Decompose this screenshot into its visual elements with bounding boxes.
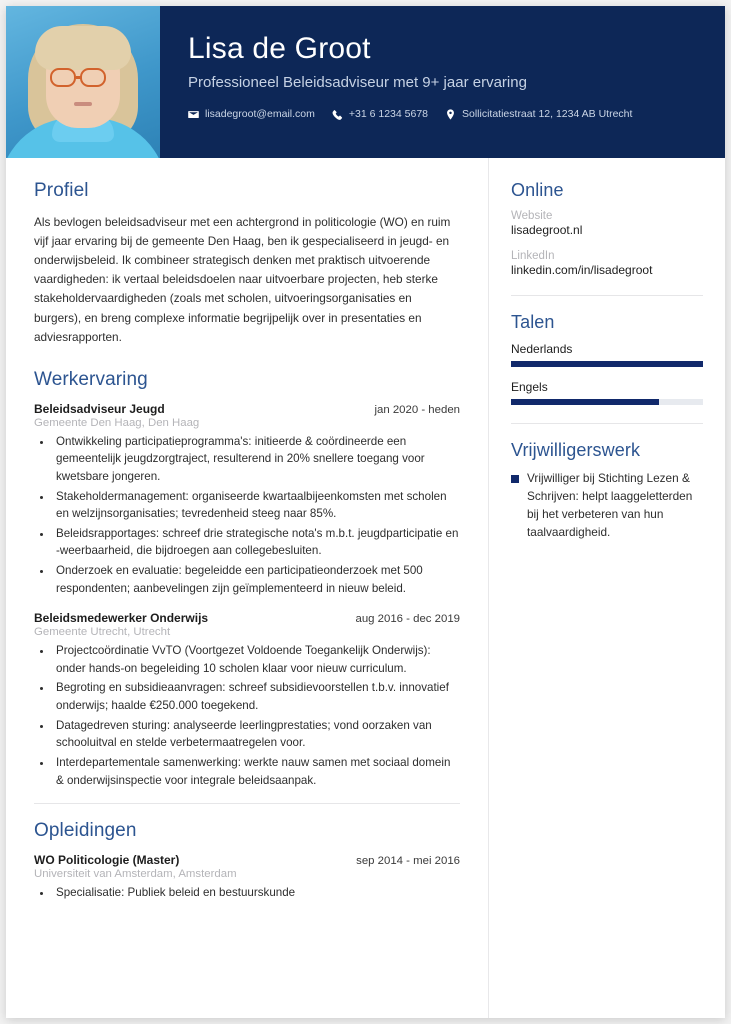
header-text-block [160, 6, 725, 158]
link-value: linkedin.com/in/lisadegroot [511, 263, 653, 277]
entry-bullets [52, 884, 460, 902]
entry-title: Beleidsmedewerker Onderwijs [34, 611, 209, 626]
envelope-icon [188, 109, 199, 120]
bullet-item: • Ontwikkeling participatieprogramma's: initieerde & coördineerde een gemeentelijk jeugdzorgtraject, resulterend in 20% snellere toegang voor kwetsbare jongeren. [52, 433, 460, 486]
entry-date: aug 2016 - dec 2019 [355, 613, 460, 626]
candidate-name: Lisa de Groot [188, 32, 371, 65]
bullet-item: • Begroting en subsidieaanvragen: schreef subsidievoorstellen t.b.v. innovatief onderwijs; haalde €250.000 toegekend. [52, 679, 460, 714]
entry-title: Beleidsadviseur Jeugd [34, 401, 165, 416]
link-label: LinkedIn [511, 250, 555, 262]
bullet-item: • Onderzoek en evaluatie: begeleidde een participatieonderzoek met 500 respondenten; aanbevelingen zijn geïmplementeerd in nieuw beleid. [52, 562, 460, 597]
profile-summary: Als bevlogen beleidsadviseur met een achtergrond in politicologie (WO) en ruim vijf jaar ervaring bij de gemeente Den Haag, ben ik gespecialiseerd in jeugd- en onderwijsbeleid. Ik combineer strategisch denken met praktisch uitvoerende vaardigheden: ik vertaal beleidsdoelen naar uitvoerbare projecten, heb sterke stakeholdervaardigheden (zoals met scholen, uitvoeringsorganisaties en burgers), en breng complexe informatie begrijpelijk over in presentaties en adviesrapporten. [34, 215, 451, 344]
candidate-headline: Professioneel Beleidsadviseur met 9+ jaar ervaring [188, 74, 527, 91]
link-label: Website [511, 210, 553, 222]
entry-header [34, 402, 460, 416]
portrait-mouth [74, 102, 92, 106]
profile-photo [6, 6, 160, 158]
online-link-website[interactable] [511, 210, 703, 237]
entry-date: jan 2020 - heden [374, 403, 460, 416]
section-heading-experience: Werkervaring [34, 368, 148, 390]
contact-list [188, 108, 725, 120]
bullet-item: • Interdepartementale samenwerking: werkte nauw samen met sociaal domein & onderwijsinspectie voor integrale beleidsaanpak. [52, 754, 460, 789]
experience-entry [34, 611, 460, 789]
section-heading-volunteering: Vrijwilligerswerk [511, 440, 641, 460]
sidebar-divider [511, 423, 703, 424]
experience-entry [34, 402, 460, 597]
bullet-item: • Stakeholdermanagement: organiseerde kwartaalbijeenkomsten met scholen en welzijnsorganisaties; tevredenheid steeg naar 85%. [52, 488, 460, 523]
contact-phone-text: +31 6 1234 5678 [348, 108, 428, 120]
language-name: Engels [511, 380, 548, 394]
entry-header [34, 611, 460, 625]
section-heading-online: Online [511, 180, 564, 200]
sidebar-column [488, 158, 725, 1018]
entry-date: sep 2014 - mei 2016 [356, 855, 460, 868]
section-heading-education: Opleidingen [34, 820, 137, 842]
contact-email[interactable] [188, 108, 315, 120]
phone-icon [332, 109, 343, 120]
entry-organisation: Gemeente Utrecht, Utrecht [34, 626, 171, 639]
entry-organisation: Gemeente Den Haag, Den Haag [34, 416, 200, 429]
bullet-item: • Datagedreven sturing: analyseerde leerlingprestaties; vond oorzaken van schooluitval en stelde verbetermaatregelen voor. [52, 717, 460, 752]
resume-page [6, 6, 725, 1018]
language-level-fill [511, 361, 703, 367]
section-heading-languages: Talen [511, 312, 555, 332]
entry-header [34, 853, 460, 867]
language-level-track [511, 399, 703, 405]
bullet-item: • Specialisatie: Publiek beleid en bestuurskunde [52, 884, 460, 902]
resume-header [6, 6, 725, 158]
entry-title: WO Politicologie (Master) [34, 853, 180, 868]
spacer [34, 347, 460, 369]
section-heading-profile: Profiel [34, 180, 89, 201]
section-divider [34, 803, 460, 804]
contact-phone[interactable] [332, 108, 428, 120]
resume-body [6, 158, 725, 1018]
location-pin-icon [445, 109, 456, 120]
language-item-nederlands [511, 342, 703, 367]
language-item-engels [511, 380, 703, 405]
online-link-linkedin[interactable] [511, 250, 703, 277]
portrait-glasses-right [80, 68, 106, 87]
language-name: Nederlands [511, 342, 573, 356]
link-value: lisadegroot.nl [511, 223, 583, 237]
entry-bullets [52, 433, 460, 597]
bullet-item: • Projectcoördinatie VvTO (Voortgezet Voldoende Toegankelijk Onderwijs): onder hands-on begeleiding 10 scholen klaar voor nieuw curriculum. [52, 642, 460, 677]
volunteering-list [511, 470, 703, 542]
contact-email-text: lisadegroot@email.com [205, 108, 315, 120]
portrait-glasses-bridge [76, 76, 82, 79]
main-column [6, 158, 488, 1018]
language-level-fill [511, 399, 659, 405]
contact-address[interactable] [445, 108, 632, 120]
contact-address-text: Sollicitatiestraat 12, 1234 AB Utrecht [462, 108, 633, 120]
bullet-item: • Beleidsrapportages: schreef drie strategische nota's m.b.t. jeugdparticipatie en -weerbaarheid, die bijdroegen aan collegebesluiten. [52, 525, 460, 560]
entry-organisation: Universiteit van Amsterdam, Amsterdam [34, 868, 237, 881]
portrait-fringe [35, 26, 131, 70]
language-level-track [511, 361, 703, 367]
portrait-glasses-left [50, 68, 76, 87]
volunteering-item: Vrijwilliger bij Stichting Lezen & Schrijven: helpt laaggeletterden bij het verbeteren van hun taalvaardigheid. [511, 470, 703, 542]
education-entry [34, 853, 460, 902]
sidebar-divider [511, 295, 703, 296]
entry-bullets [52, 642, 460, 789]
